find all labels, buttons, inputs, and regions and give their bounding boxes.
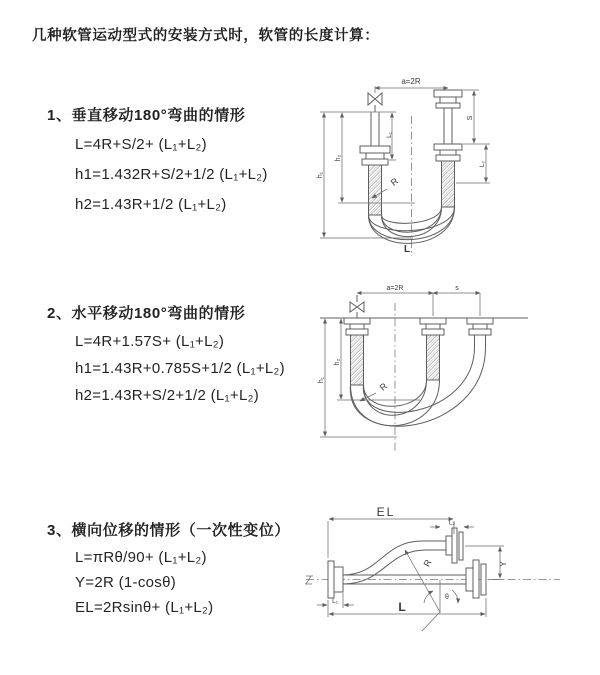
braided-hose-section — [369, 165, 382, 215]
dim-label-el: EL — [376, 505, 396, 519]
dimension-h1 — [317, 113, 413, 238]
section-3-formulas — [47, 545, 290, 620]
section-1-formulas — [47, 130, 268, 220]
dimension-s — [463, 90, 490, 144]
dimension-a2r — [357, 285, 433, 316]
dimension-l — [328, 598, 486, 617]
formula-h2: h2=1.43R+S/2+1/2 (L₁+L₂) — [75, 387, 260, 404]
flange — [426, 324, 440, 329]
flange — [346, 329, 368, 335]
section-2-heading: 2、水平移动180°弯曲的情形 — [47, 305, 246, 322]
left-pipe — [344, 318, 370, 385]
dim-label-theta: θ — [445, 594, 449, 601]
dim-label-a2r: a=2R — [401, 77, 421, 86]
valve-icon — [350, 295, 364, 318]
radius-construction — [405, 550, 458, 631]
dim-label-l2: L₂ — [479, 160, 486, 168]
flange — [420, 318, 446, 324]
left-flange — [328, 561, 343, 598]
diagram-vertical-180-bend — [305, 62, 597, 262]
dim-label-s: s — [455, 285, 459, 292]
dimension-l2 — [456, 145, 490, 183]
flange — [473, 324, 487, 329]
braided-hose-section — [351, 335, 364, 385]
right-flange — [466, 560, 486, 598]
formula-length: L=4R+S/2+ (L₁+L₂) — [75, 136, 207, 153]
flange — [440, 150, 456, 155]
flange — [350, 324, 364, 329]
flange — [344, 318, 370, 324]
dim-label-r: R — [388, 175, 401, 188]
dim-label-h1: h₁ — [317, 171, 324, 179]
left-pipe — [360, 112, 390, 215]
formula-h1: h1=1.432R+S/2+1/2 (L₁+L₂) — [75, 166, 268, 183]
dimension-s — [433, 285, 480, 316]
braided-hose-section — [427, 335, 440, 380]
section-horizontal-180 — [47, 304, 285, 409]
braided-hose-section — [442, 161, 455, 207]
flange — [440, 97, 456, 103]
dim-label-l: L — [398, 600, 406, 614]
dim-label-y: Y — [499, 561, 508, 567]
dim-label-r: R — [421, 557, 434, 569]
dim-label-h2: h₂ — [334, 358, 341, 366]
page-title: 几种软管运动型式的安装方式时，软管的长度计算： — [32, 28, 380, 44]
flange — [436, 103, 460, 108]
dimension-l2 — [430, 520, 474, 528]
diagram-horizontal-180-bend — [305, 283, 600, 460]
valve-icon — [368, 93, 382, 112]
formula-length: L=4R+1.57S+ (L₁+L₂) — [75, 333, 225, 350]
hose-curves — [350, 347, 485, 426]
formula-y: Y=2R (1-cosθ) — [75, 574, 177, 591]
formula-h1: h1=1.43R+0.785S+1/2 (L₁+L₂) — [75, 360, 285, 377]
flange — [366, 153, 384, 159]
flange — [469, 329, 491, 335]
right-pipe — [467, 318, 493, 347]
dim-label-l1: L₁ — [332, 598, 338, 605]
centerline-break-mark — [305, 576, 313, 584]
section-3-heading: 3、横向位移的情形（一次性变位） — [47, 522, 290, 539]
section-1-heading: 1、垂直移动180°弯曲的情形 — [47, 107, 246, 124]
dim-label-l: L — [403, 244, 411, 255]
formula-h2: h2=1.43R+1/2 (L₁+L₂) — [75, 196, 227, 213]
section-2-formulas — [47, 328, 285, 409]
formula-el: EL=2Rsinθ+ (L₁+L₂) — [75, 599, 214, 616]
flange — [362, 159, 388, 165]
dim-label-a2r: a=2R — [386, 285, 404, 292]
top-flange — [446, 528, 463, 563]
diagram-lateral-displacement — [300, 495, 600, 663]
section-vertical-180 — [47, 106, 268, 220]
flange — [422, 329, 444, 335]
dim-label-l2: L₂ — [448, 519, 456, 527]
dim-label-l1: L₁ — [386, 132, 393, 138]
dim-label-s: S — [465, 115, 474, 121]
dimension-l1 — [317, 593, 354, 608]
flange — [434, 144, 462, 150]
flange — [434, 90, 462, 97]
flange — [360, 146, 390, 153]
formula-length: L=πRθ/90+ (L₁+L₂) — [75, 549, 207, 566]
middle-pipe — [420, 318, 446, 380]
dim-label-h2: h₂ — [335, 154, 342, 162]
flange — [436, 155, 460, 161]
flange — [467, 318, 493, 324]
dim-label-h1: h₁ — [318, 376, 325, 384]
section-lateral-displacement — [47, 521, 290, 620]
dim-label-r: R — [377, 380, 390, 393]
right-pipe — [434, 90, 462, 207]
